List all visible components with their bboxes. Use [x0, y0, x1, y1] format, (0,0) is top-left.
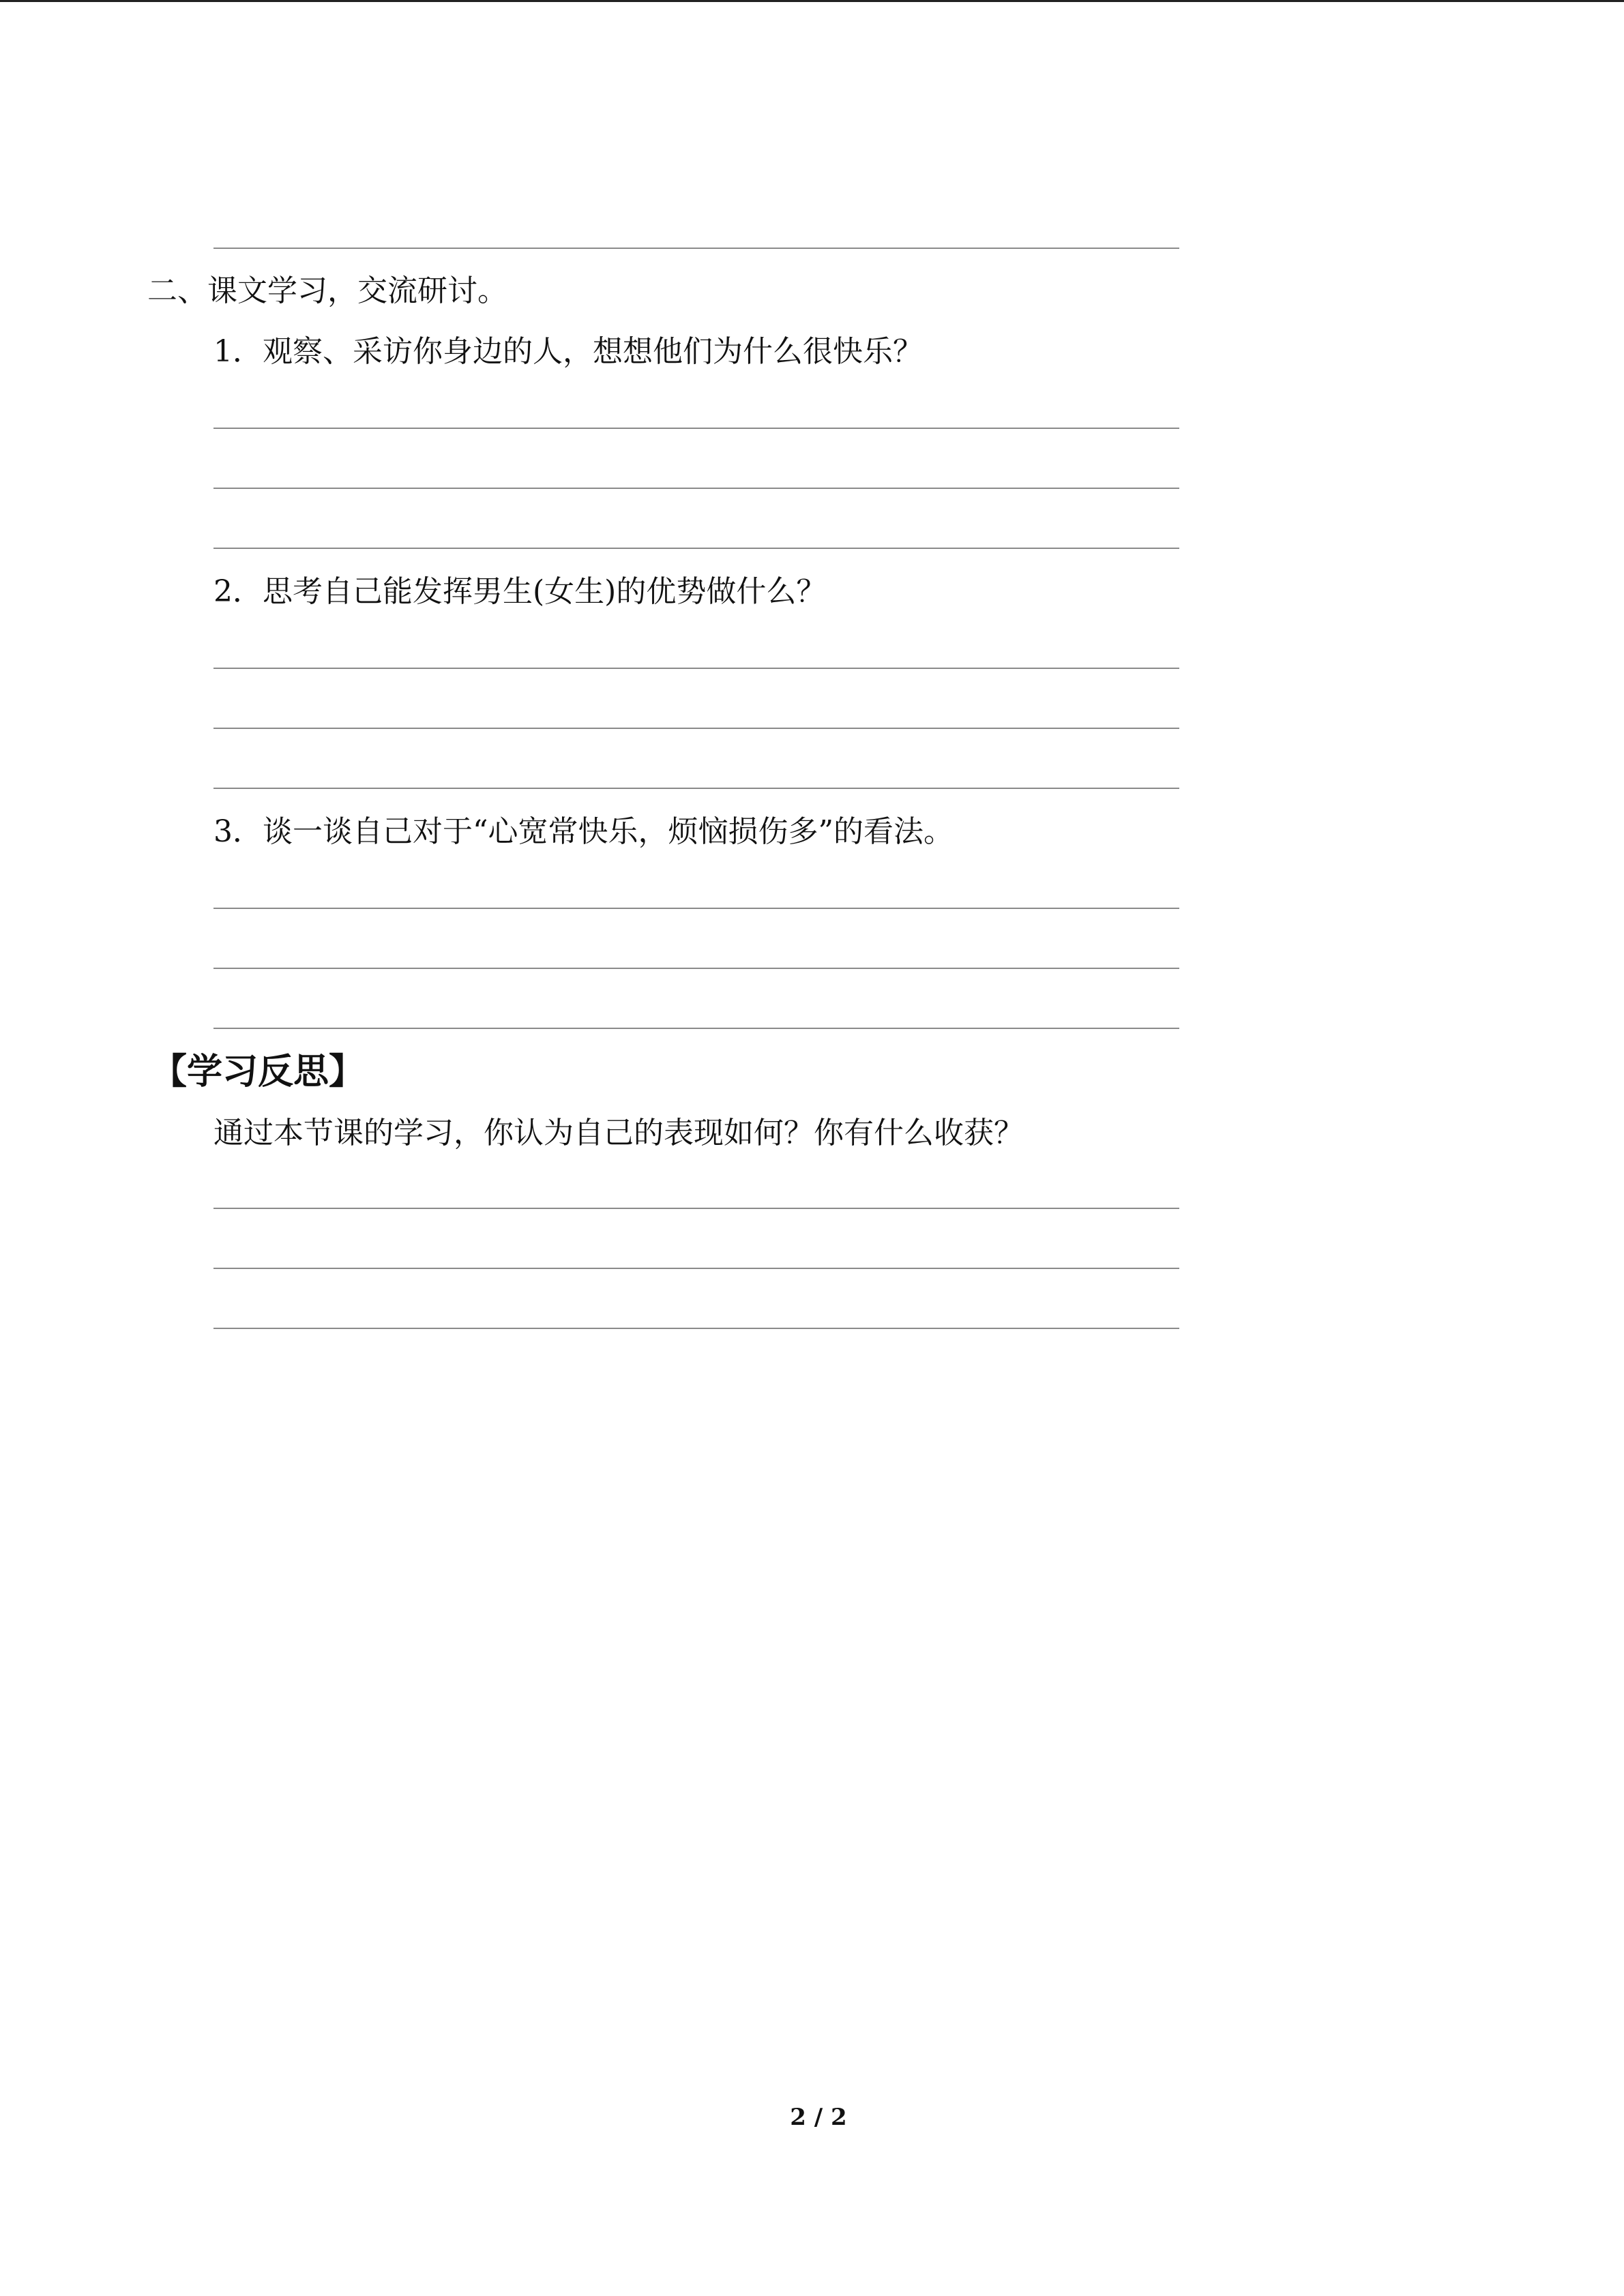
answer-line-q3-3[interactable] — [213, 1028, 1179, 1029]
page-number: 2 / 2 — [790, 2104, 847, 2131]
answer-line-reflection-2[interactable] — [213, 1268, 1179, 1269]
answer-line-q2-1[interactable] — [213, 668, 1179, 669]
answer-line-q2-2[interactable] — [213, 728, 1179, 729]
answer-line-q3-1[interactable] — [213, 908, 1179, 909]
reflection-prompt: 通过本节课的学习，你认为自己的表现如何？你有什么收获？ — [213, 1116, 1024, 1150]
page-top-border — [0, 0, 1624, 2]
section-2-heading: 二、课文学习，交流研讨。 — [147, 273, 507, 308]
answer-line-q1-1[interactable] — [213, 428, 1179, 429]
answer-line-q3-2[interactable] — [213, 968, 1179, 969]
answer-line-reflection-3[interactable] — [213, 1328, 1179, 1329]
answer-line-q1-2[interactable] — [213, 488, 1179, 489]
question-2: 2．思考自己能发挥男生(女生)的优势做什么？ — [213, 574, 827, 609]
answer-line-q2-3[interactable] — [213, 788, 1179, 789]
answer-line-q1-3[interactable] — [213, 548, 1179, 549]
answer-line-reflection-1[interactable] — [213, 1208, 1179, 1209]
answer-line-prev[interactable] — [213, 248, 1179, 249]
reflection-heading: 【学习反思】 — [151, 1052, 365, 1092]
question-1: 1．观察、采访你身边的人，想想他们为什么很快乐？ — [213, 334, 923, 369]
question-3: 3．谈一谈自己对于“心宽常快乐，烦恼损伤多”的看法。 — [213, 814, 954, 849]
